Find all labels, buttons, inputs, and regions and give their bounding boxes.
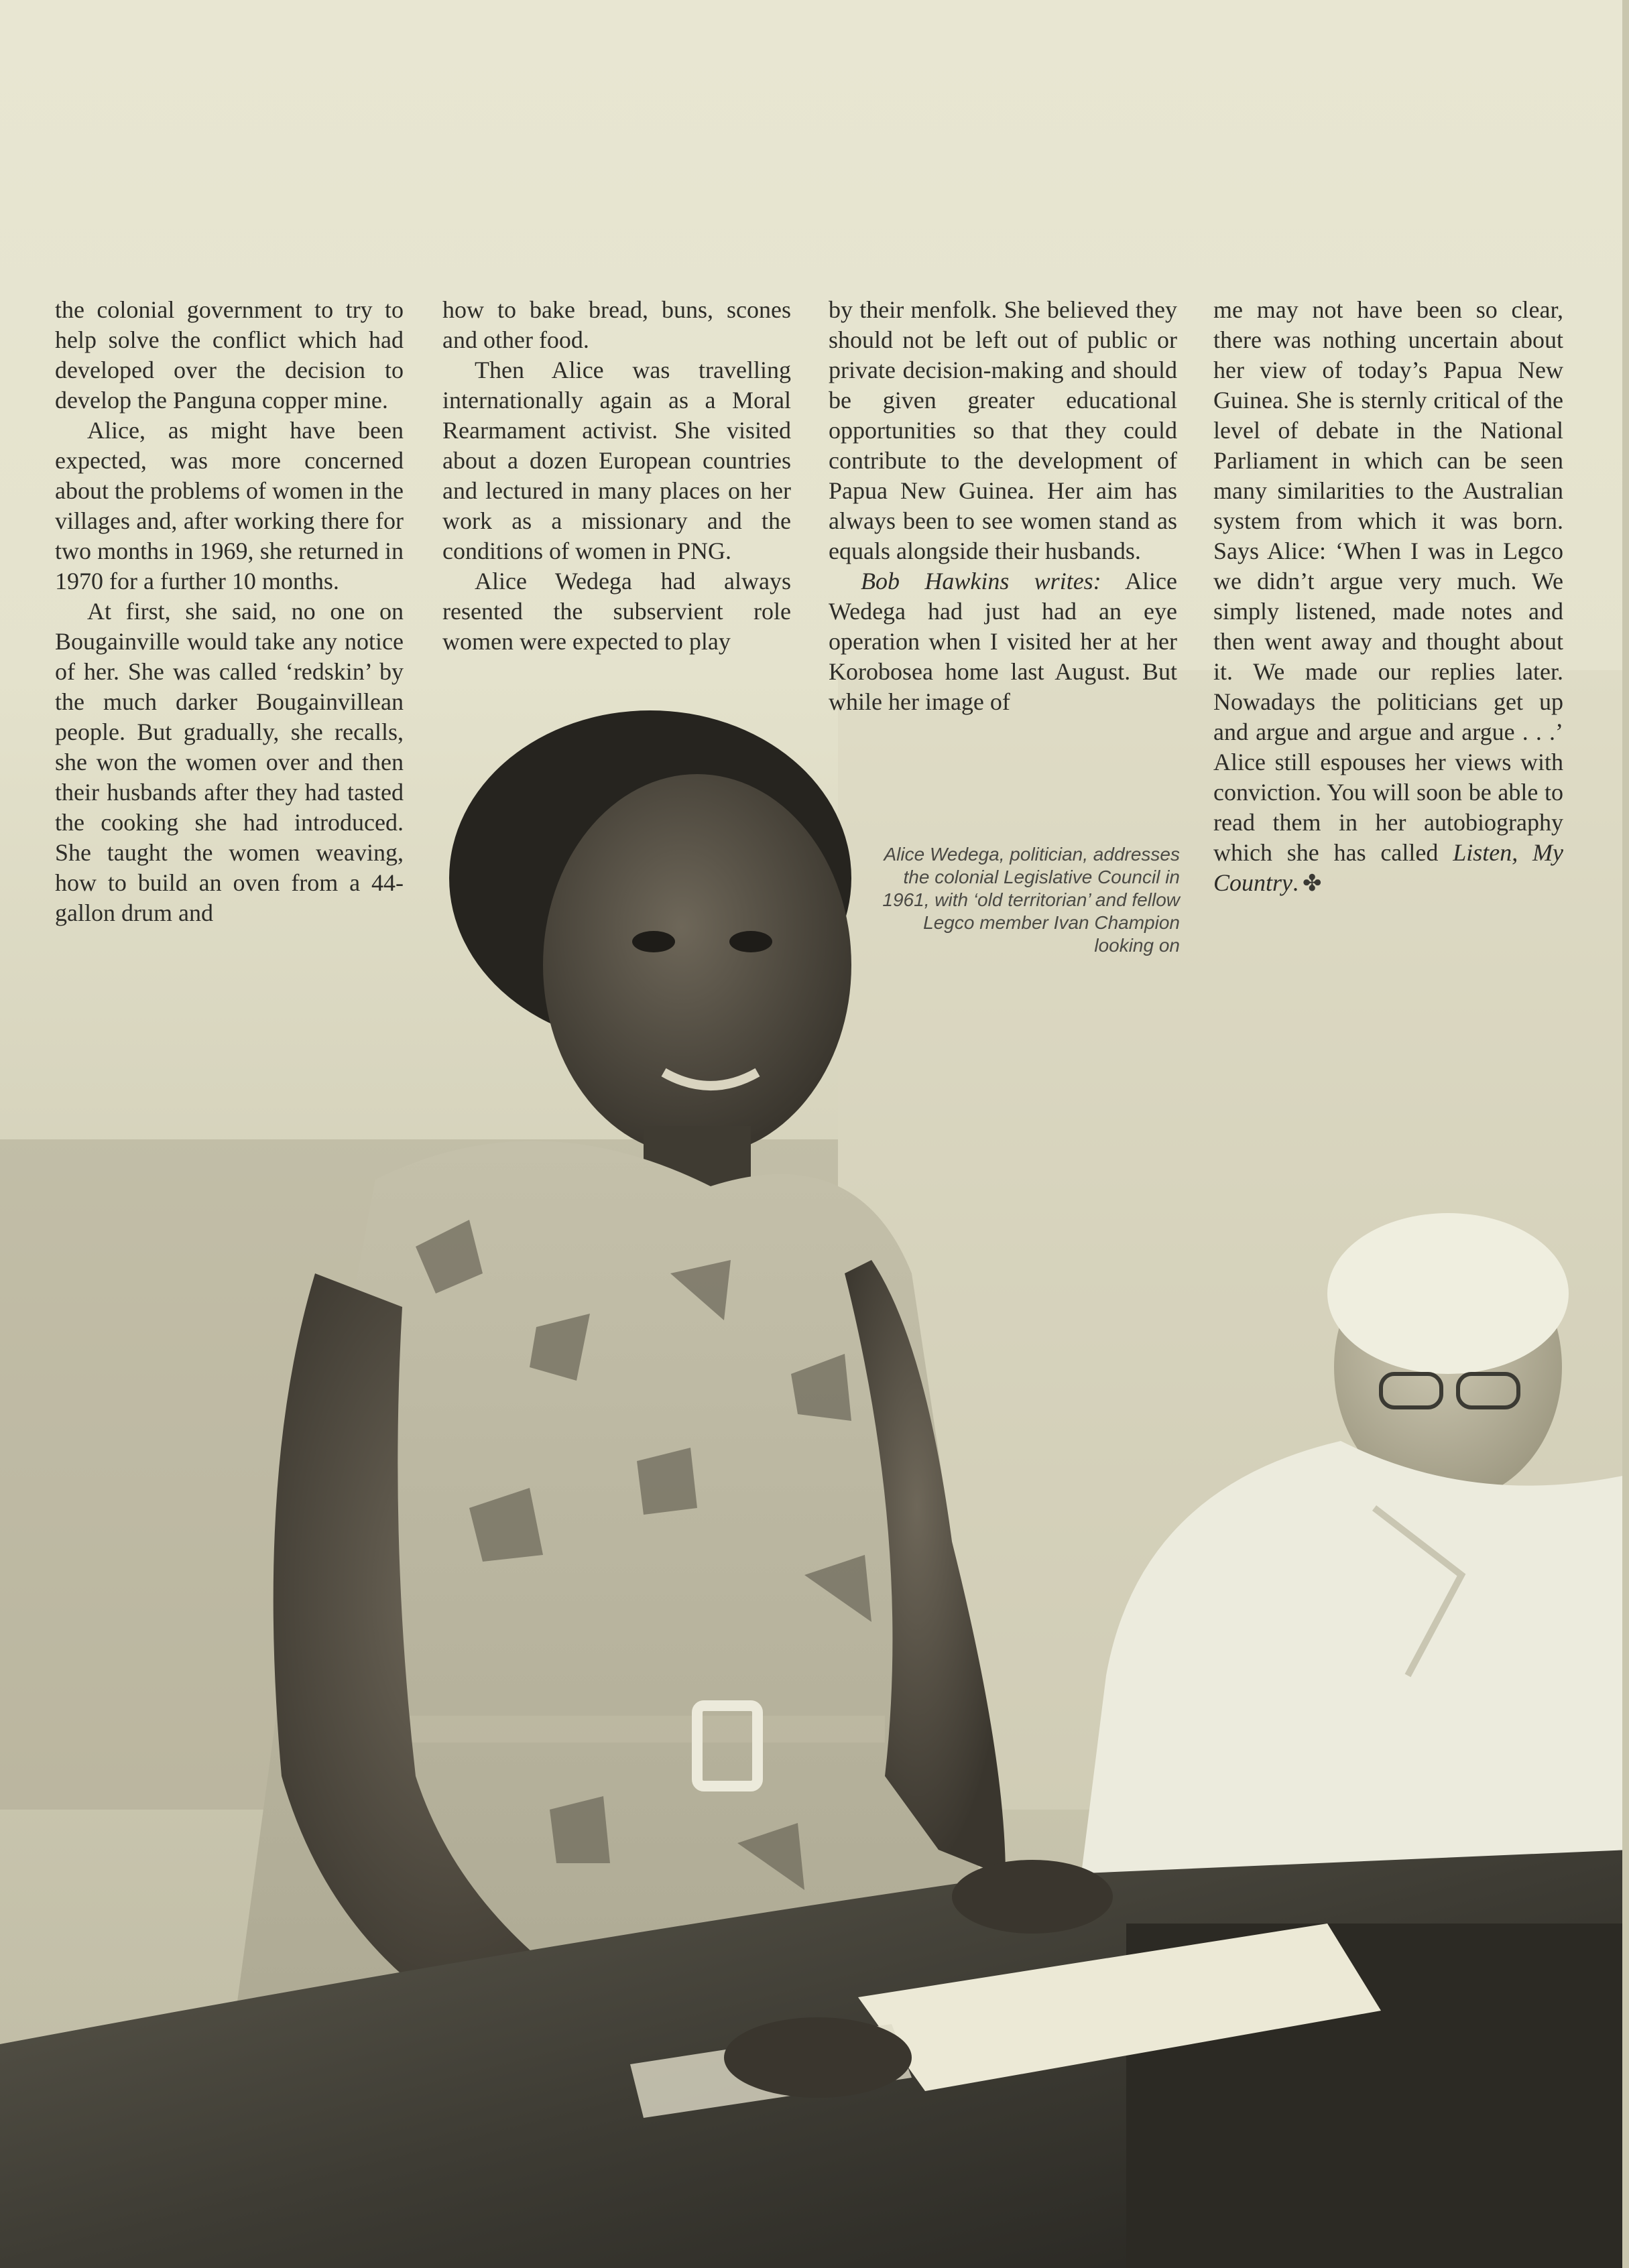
byline: Bob Hawkins writes:: [861, 568, 1101, 594]
col3-paragraph-2-text: Alice Wedega had just had an eye operation when I visited her at her Korobosea home last August. But while her image of: [829, 568, 1177, 715]
text-column-4: [1213, 295, 1563, 899]
col2-paragraph-1: how to bake bread, buns, scones and other food.: [442, 296, 791, 353]
photo-caption: Alice Wedega, politician, addresses the colonial Legislative Council in 1961, with ‘old territorian’ and fellow Legco member Ivan Champion looking on: [882, 844, 1180, 956]
col4-period: .: [1292, 869, 1299, 896]
col3-paragraph-2: [829, 566, 1177, 717]
col4-text: me may not have been so clear, there was nothing uncertain about her view of today’s Papua New Guinea. She is sternly critical of the level of debate in the National Parliament in which can be seen many similarities to the Australian system from which it was born. Says Alice: ‘When I was in Legco we didn’t argue very much. We simply listened, made notes and then went away and thought about it. We made our replies later. Nowadays the politicians get up and argue and argue and argue . . .’ Alice still espouses her views with conviction. You will soon be able to read them in her autobiography which she has called: [1213, 296, 1563, 866]
col2-paragraph-3: Alice Wedega had always resented the subservient role women were expected to play: [442, 568, 791, 655]
col3-paragraph-1: by their menfolk. She believed they should not be left out of public or private decision-making and should be given greater educational opportunities so that they could contribute to the development of Papua New Guinea. Her aim has always been to see women stand as equals alongside their husbands.: [829, 296, 1177, 564]
page-edge: [1622, 0, 1629, 2268]
col1-paragraph-3: At first, she said, no one on Bougainville would take any notice of her. She was called ‘redskin’ by the much darker Bougainvillean people. But gradually, she recalls, she won the women over and then their husbands after they had tasted the cooking she had introduced. She taught the women weaving, how to build an oven from a 44-gallon drum and: [55, 598, 404, 926]
text-column-2: [442, 295, 791, 657]
text-column-3: [829, 295, 1177, 717]
col1-paragraph-1: the colonial government to try to help solve the conflict which had developed over the decision to develop the Panguna copper mine.: [55, 296, 404, 414]
bird-of-paradise-icon: ✤: [1303, 871, 1322, 896]
text-column-1: [55, 295, 404, 928]
col2-paragraph-2: Then Alice was travelling internationally again as a Moral Rearmament activist. She visited about a dozen European countries and lectured in many places on her work as a missionary and the conditions of women in PNG.: [442, 357, 791, 564]
col1-paragraph-2: Alice, as might have been expected, was more concerned about the problems of women in the villages and, after working there for two months in 1969, she returned in 1970 for a further 10 months.: [55, 417, 404, 594]
book-title: Listen, My Country: [1213, 839, 1564, 896]
col4-paragraph-1: [1213, 295, 1563, 899]
